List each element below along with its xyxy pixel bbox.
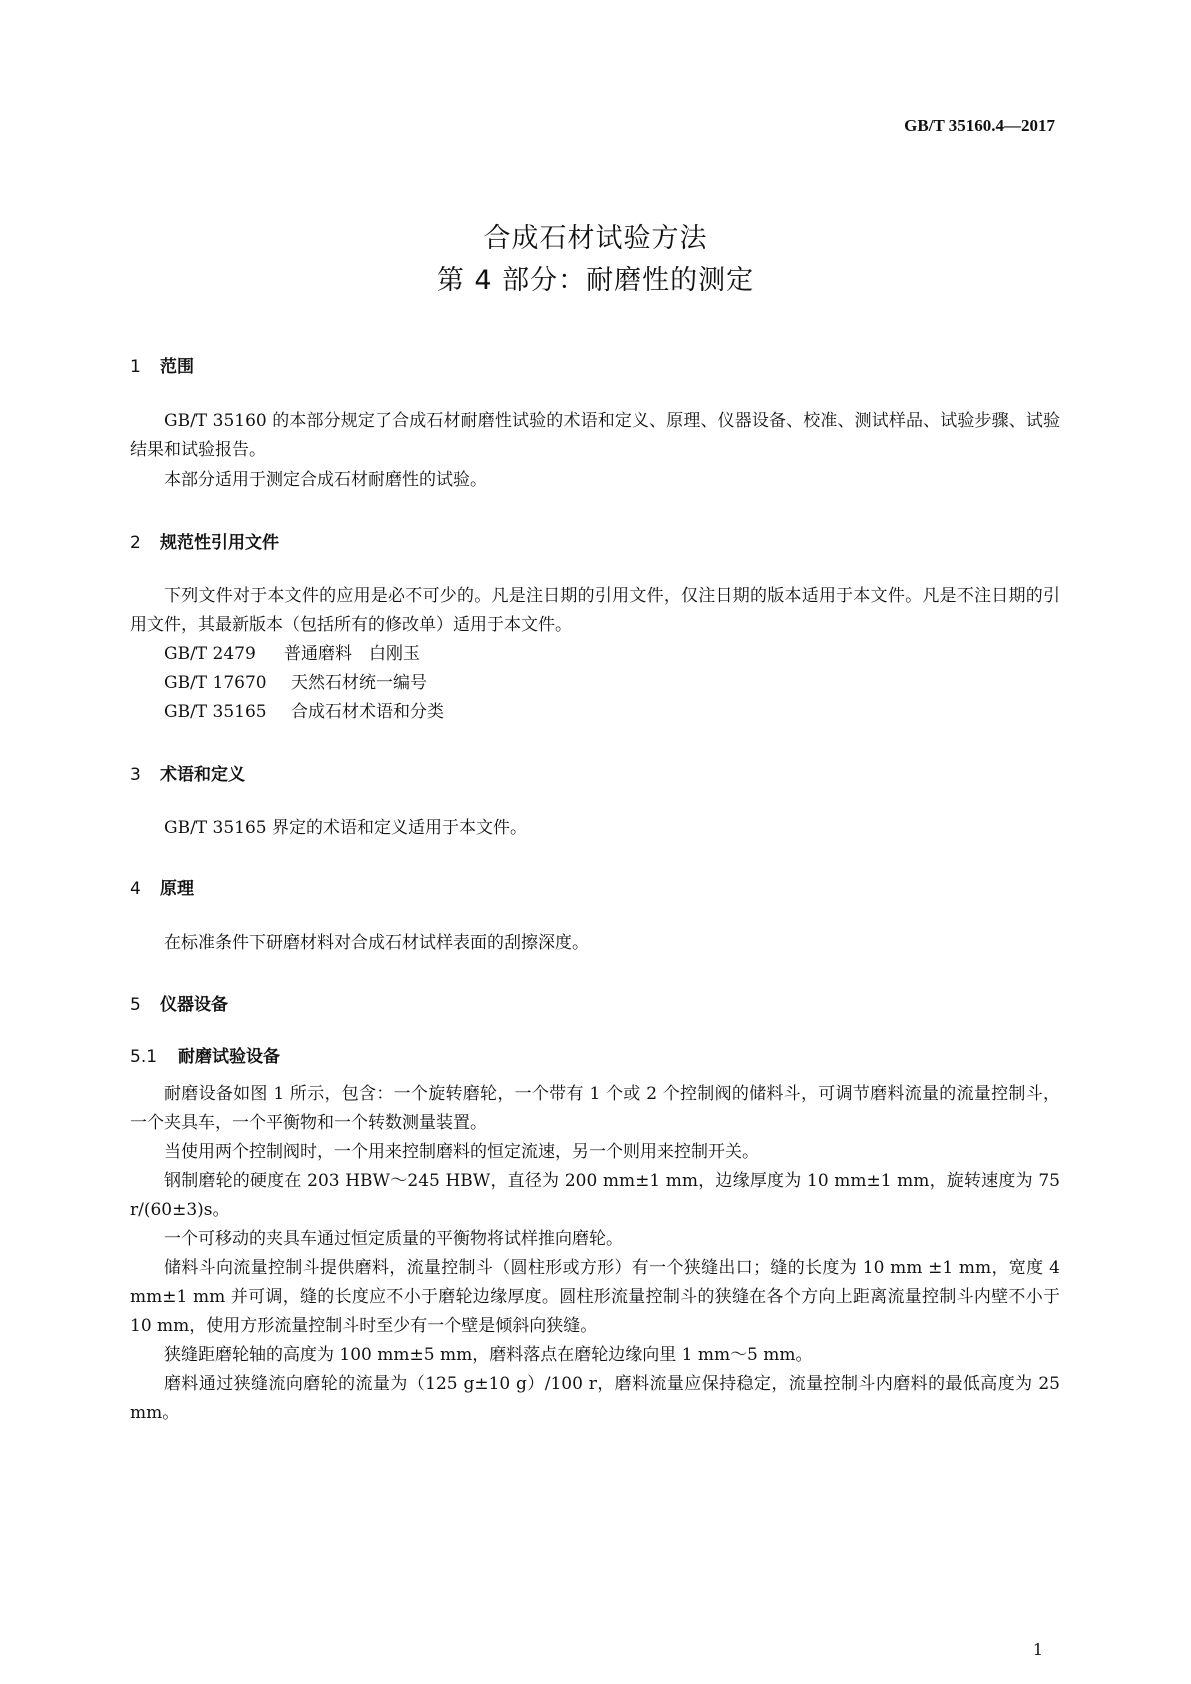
section-title: 仪器设备 <box>160 995 228 1015</box>
section-number: 5.1 <box>130 1047 158 1067</box>
reference-title: 天然石材统一编号 <box>291 673 427 693</box>
paragraph: 当使用两个控制阀时，一个用来控制磨料的恒定流速，另一个则用来控制开关。 <box>164 1142 759 1162</box>
section-number: 3 <box>130 765 141 785</box>
reference-item <box>164 698 444 727</box>
paragraph: 在标准条件下研磨材料对合成石材试样表面的刮擦深度。 <box>164 933 589 953</box>
paragraph: 狭缝距磨轮轴的高度为 100 mm±5 mm，磨料落点在磨轮边缘向里 1 mm～5 mm。 <box>164 1345 813 1365</box>
section-2-heading <box>130 528 279 553</box>
reference-title: 普通磨料 白刚玉 <box>284 644 420 664</box>
paragraph: 耐磨设备如图 1 所示，包含：一个旋转磨轮，一个带有 1 个或 2 个控制阀的储料斗，可调节磨料流量的流量控制斗，一个夹具车，一个平衡物和一个转数测量装置。 <box>130 1084 1060 1133</box>
reference-item <box>164 669 427 698</box>
section-number: 4 <box>130 879 141 899</box>
paragraph: 下列文件对于本文件的应用是必不可少的。凡是注日期的引用文件，仅注日期的版本适用于本文件。凡是不注日期的引用文件，其最新版本（包括所有的修改单）适用于本文件。 <box>130 586 1060 635</box>
section-title: 规范性引用文件 <box>160 533 279 553</box>
section-title: 范围 <box>160 357 194 377</box>
section-title: 术语和定义 <box>160 765 245 785</box>
reference-item <box>164 640 420 669</box>
section-4-heading <box>130 874 194 899</box>
paragraph: 钢制磨轮的硬度在 203 HBW～245 HBW，直径为 200 mm±1 mm，边缘厚度为 10 mm±1 mm，旋转速度为 75 r/(60±3)s。 <box>130 1171 1060 1220</box>
reference-title: 合成石材术语和分类 <box>291 702 444 722</box>
reference-code: GB/T 35165 <box>164 702 267 722</box>
section-number: 5 <box>130 995 141 1015</box>
document-title: 合成石材试验方法 <box>483 223 708 254</box>
paragraph: 磨料通过狭缝流向磨轮的流量为（125 g±10 g）/100 r，磨料流量应保持稳定，流量控制斗内磨料的最低高度为 25 mm。 <box>130 1374 1060 1423</box>
section-title: 耐磨试验设备 <box>178 1047 280 1067</box>
document-subtitle: 第 4 部分：耐磨性的测定 <box>436 265 755 296</box>
section-number: 2 <box>130 533 141 553</box>
section-number: 1 <box>130 357 141 377</box>
paragraph: GB/T 35160 的本部分规定了合成石材耐磨性试验的术语和定义、原理、仪器设备、校准、测试样品、试验步骤、试验结果和试验报告。 <box>130 411 1060 460</box>
section-1-heading <box>130 352 194 377</box>
section-5-heading <box>130 990 228 1015</box>
reference-code: GB/T 17670 <box>164 673 267 693</box>
paragraph: 储料斗向流量控制斗提供磨料，流量控制斗（圆柱形或方形）有一个狭缝出口；缝的长度为 10 mm ±1 mm，宽度 4 mm±1 mm 并可调，缝的长度应不小于磨轮边缘厚度。圆柱形流量控制斗的狭缝在各个方向上距离流量控制斗内壁不小于 10 mm，使用方形流量控制斗时至少有一个壁是倾斜向狭缝。 <box>130 1258 1060 1336</box>
section-title: 原理 <box>160 879 194 899</box>
page-number: 1 <box>1032 1640 1043 1659</box>
paragraph: 本部分适用于测定合成石材耐磨性的试验。 <box>164 470 487 490</box>
standard-number: GB/T 35160.4—2017 <box>904 116 1055 135</box>
section-3-heading <box>130 760 245 785</box>
paragraph: 一个可移动的夹具车通过恒定质量的平衡物将试样推向磨轮。 <box>164 1229 623 1249</box>
paragraph: GB/T 35165 界定的术语和定义适用于本文件。 <box>164 818 528 838</box>
subsection-5-1-heading <box>130 1042 280 1067</box>
reference-code: GB/T 2479 <box>164 644 256 664</box>
